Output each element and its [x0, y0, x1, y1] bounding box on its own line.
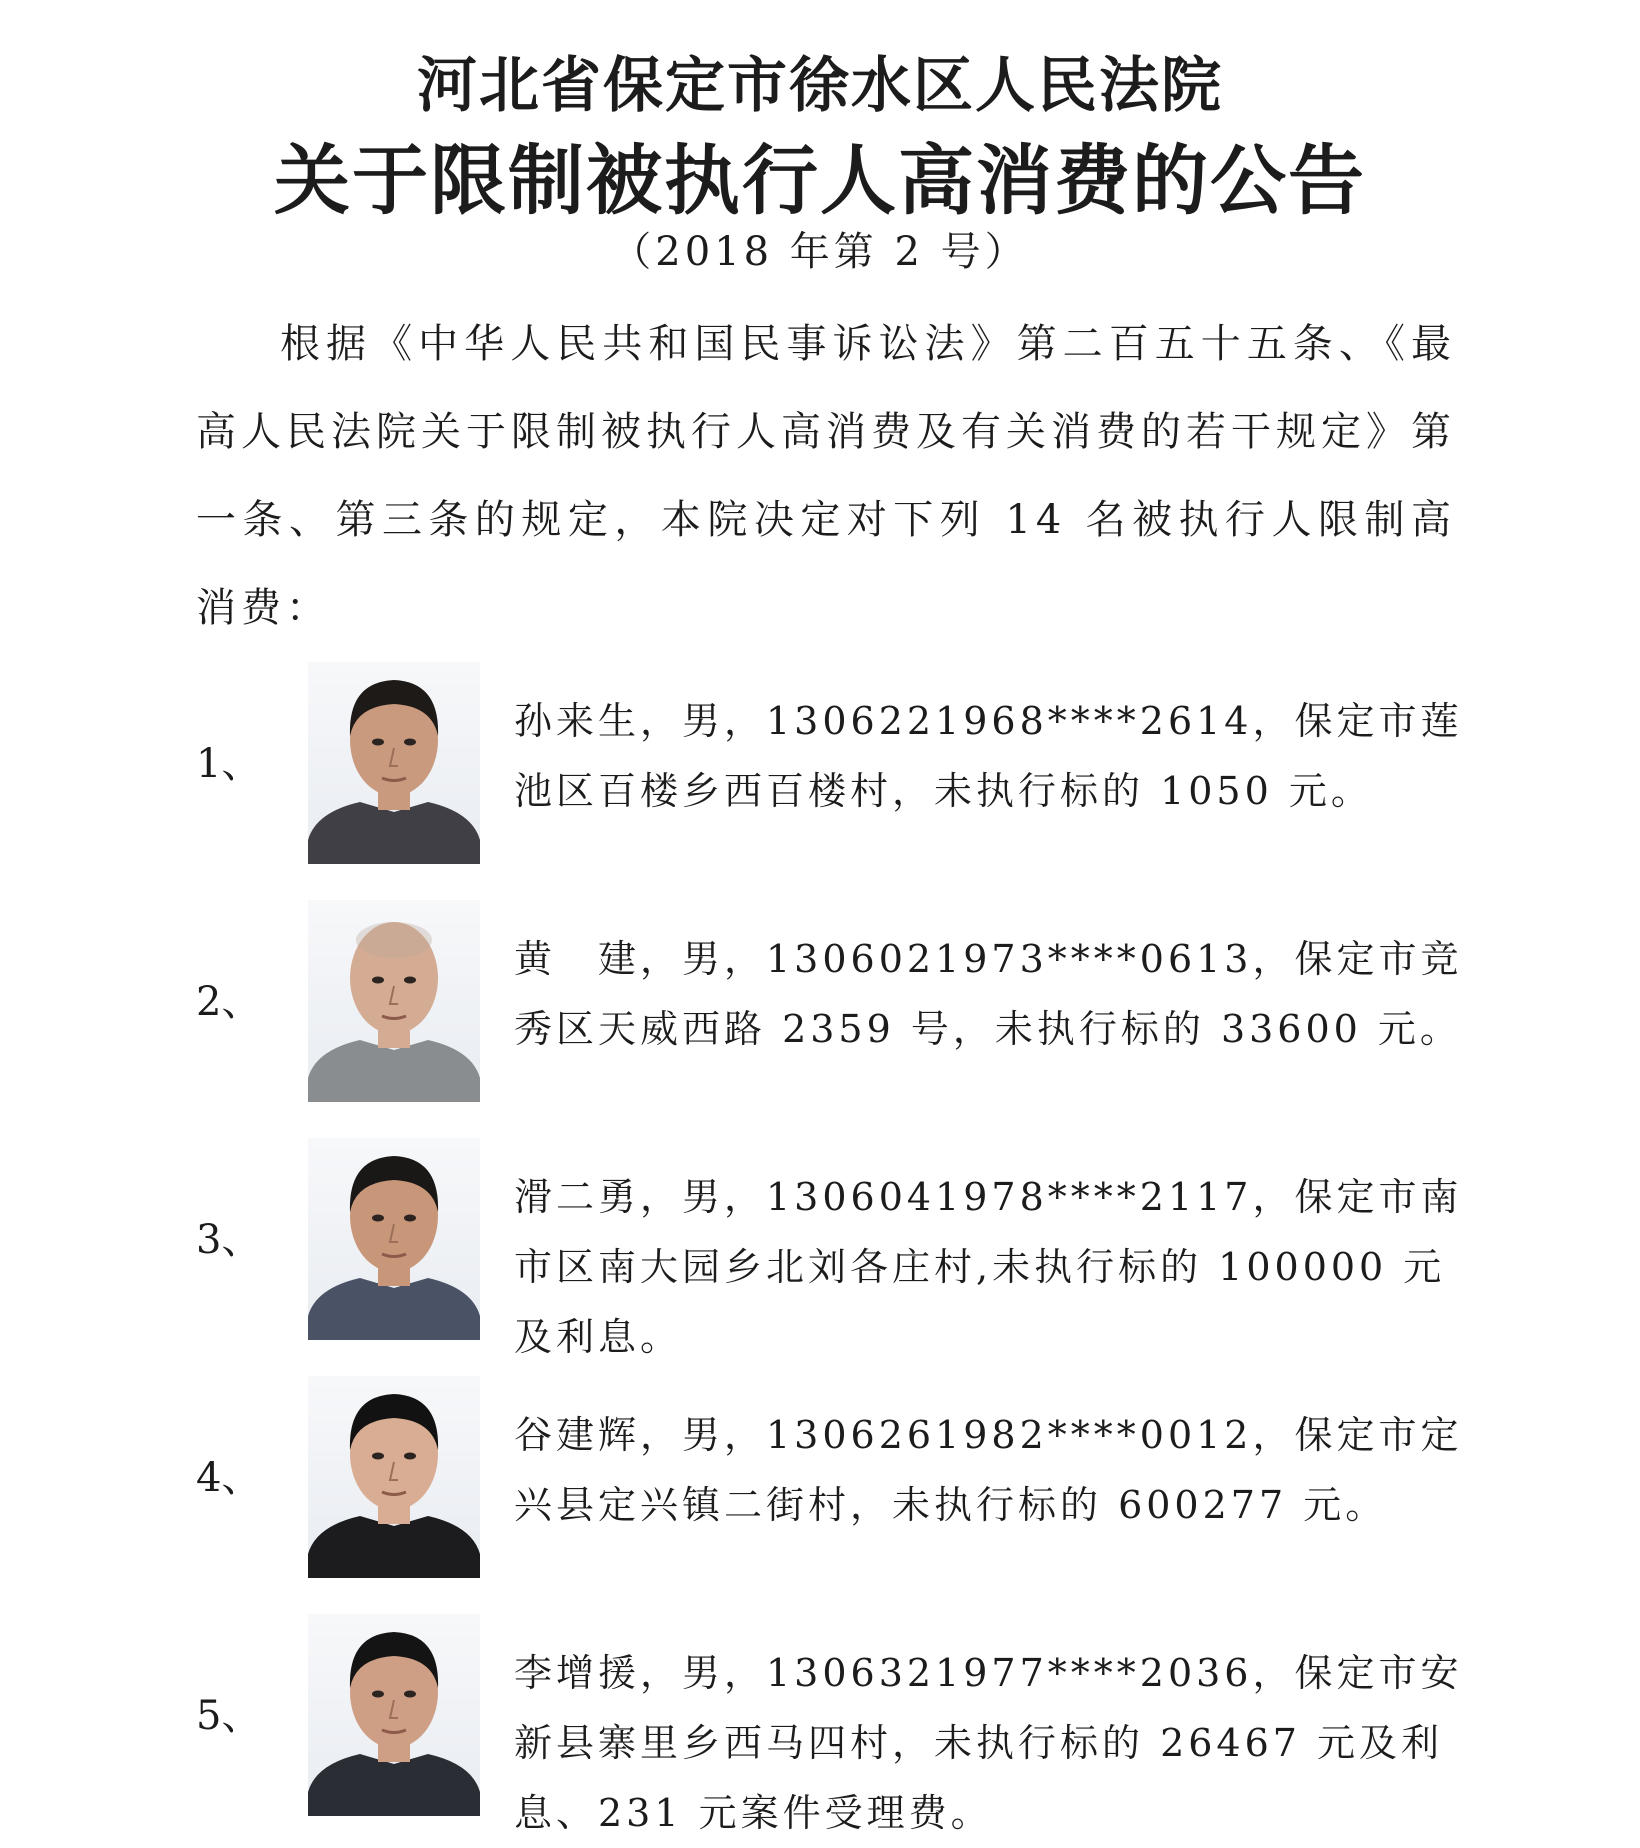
entry-number: 3、	[196, 1217, 262, 1263]
intro-paragraph: 根据《中华人民共和国民事诉讼法》第二百五十五条、《最高人民法院关于限制被执行人高消费及有关消费的若干规定》第一条、第三条的规定，本院决定对下列 14 名被执行人限制高消费：	[196, 321, 1456, 631]
entry-number: 5、	[196, 1693, 262, 1739]
person-details: 黄 建，男，1306021973****0613，保定市竞秀区天威西路 2359 号，未执行标的 33600 元。	[514, 937, 1463, 1051]
person-entry-1	[0, 662, 1640, 872]
person-photo	[308, 900, 480, 1102]
photo-right-eye	[404, 739, 416, 746]
court-name: 河北省保定市徐水区人民法院	[417, 51, 1223, 121]
person-details: 孙来生，男，1306221968****2614，保定市莲池区百楼乡西百楼村，未执行标的 1050 元。	[514, 699, 1463, 813]
person-photo	[308, 1138, 480, 1340]
person-photo	[308, 1376, 480, 1578]
person-entry-5	[0, 1614, 1640, 1835]
photo-right-eye	[404, 977, 416, 984]
person-details: 谷建辉，男，1306261982****0012，保定市定兴县定兴镇二街村，未执行标的 600277 元。	[514, 1413, 1463, 1527]
person-details: 李增援，男，1306321977****2036，保定市安新县寨里乡西马四村，未执行标的 26467 元及利息、231 元案件受理费。	[514, 1651, 1463, 1835]
photo-left-eye	[372, 1453, 384, 1460]
photo-right-eye	[404, 1453, 416, 1460]
person-entry-4	[0, 1376, 1640, 1586]
person-photo	[308, 662, 480, 864]
photo-scalp	[356, 922, 432, 958]
person-entry-2	[0, 900, 1640, 1110]
entry-number: 4、	[196, 1455, 262, 1501]
photo-shirt	[308, 1278, 480, 1340]
photo-left-eye	[372, 1691, 384, 1698]
person-photo	[308, 1614, 480, 1816]
person-entry-3	[0, 1138, 1640, 1359]
person-details: 滑二勇，男，1306041978****2117，保定市南市区南大园乡北刘各庄村,未执行标的 100000 元及利息。	[514, 1175, 1463, 1359]
photo-left-eye	[372, 739, 384, 746]
photo-shirt	[308, 802, 480, 864]
entry-number: 1、	[196, 741, 262, 787]
photo-shirt	[308, 1516, 480, 1578]
photo-right-eye	[404, 1215, 416, 1222]
photo-right-eye	[404, 1691, 416, 1698]
entry-number: 2、	[196, 979, 262, 1025]
photo-shirt	[308, 1754, 480, 1816]
issue-number: （2018 年第 2 号）	[611, 229, 1029, 275]
photo-left-eye	[372, 977, 384, 984]
notice-title: 关于限制被执行人高消费的公告	[274, 136, 1366, 225]
photo-left-eye	[372, 1215, 384, 1222]
photo-shirt	[308, 1040, 480, 1102]
